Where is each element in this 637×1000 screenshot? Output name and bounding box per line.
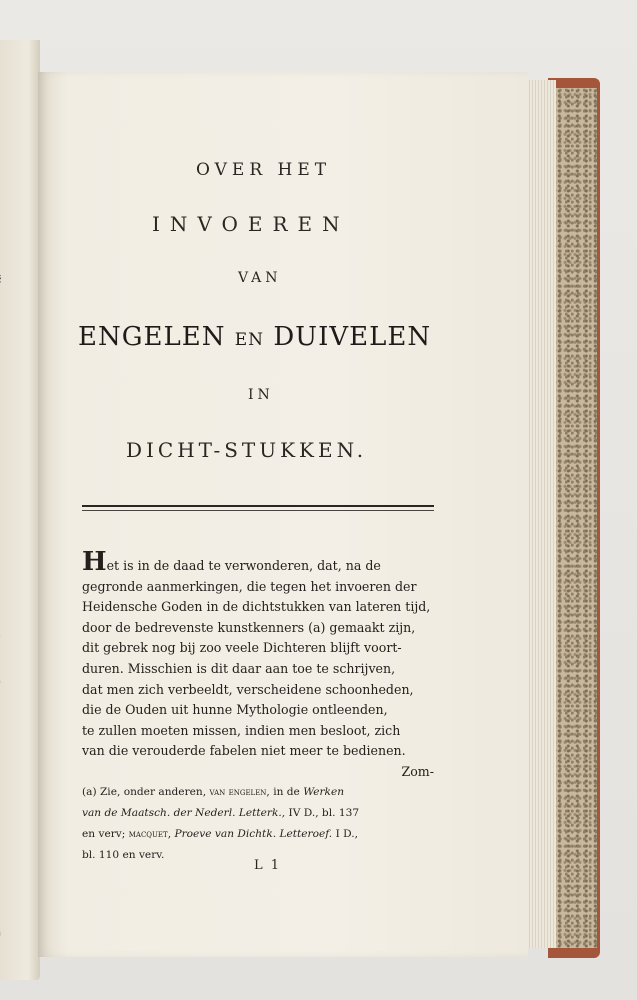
left-page-fragment <box>0 570 2 617</box>
footnote-author: van engelen, <box>209 786 270 798</box>
left-page-fragment <box>0 240 2 290</box>
left-page-fragment <box>0 480 1 521</box>
footnote-author: macquet, <box>128 828 172 840</box>
title-line-2: INVOEREN <box>152 212 350 236</box>
title-word-en: EN <box>234 330 265 350</box>
body-line: gegronde aanmerkingen, die tegen het invoeren der <box>82 578 417 594</box>
footnote-text: (a) Zie, onder anderen, <box>82 786 207 798</box>
footnote-text: I D., <box>335 828 358 840</box>
signature-mark: L 1 <box>254 858 282 873</box>
body-line-text: et is in de daad te verwonderen, dat, na de <box>106 558 381 573</box>
left-page-fragment <box>0 295 1 328</box>
drop-cap: H <box>82 547 107 577</box>
body-line: die de Ouden uit hunne Mythologie ontleenden, <box>82 702 388 718</box>
left-page-fragment <box>0 908 1 938</box>
page-edges <box>524 80 556 948</box>
left-page-fragment <box>0 430 1 446</box>
title-line-5: IN <box>248 387 274 403</box>
left-page-fragment <box>0 612 1 650</box>
left-page-fragment <box>0 520 1 555</box>
footnote-line <box>82 782 442 803</box>
left-page-fragment <box>0 385 1 414</box>
title-rule <box>82 505 434 507</box>
body-line: door de bedrevenste kunstkenners (a) gemaakt zijn, <box>82 619 416 635</box>
footnote-text: IV D., bl. 137 <box>288 807 360 819</box>
left-page <box>0 40 40 980</box>
title-line-4 <box>78 322 431 352</box>
footnote-line <box>82 803 442 824</box>
body-line: Heidensche Goden in de dichtstukken van lateren tijd, <box>82 599 431 615</box>
body-line: van die verouderde fabelen niet meer te bedienen. <box>82 743 406 759</box>
body-paragraph <box>82 547 434 783</box>
body-line: duren. Misschien is dit daar aan toe te schrijven, <box>82 660 396 676</box>
marbled-edge <box>553 88 597 948</box>
body-line: dit gebrek nog bij zoo veele Dichteren blijft voort- <box>82 640 402 656</box>
footnote-line: bl. 110 en verv. <box>82 849 165 861</box>
title-line-6: DICHT-STUKKEN. <box>126 438 368 462</box>
title-word-duivelen: DUIVELEN <box>273 322 432 352</box>
title-line-3: VAN <box>238 270 282 286</box>
footnote-work: Proeve van Dichtk. Letteroef. <box>174 828 333 840</box>
catchword: Zom- <box>401 763 434 779</box>
footnote-text: en verv; <box>82 828 126 840</box>
body-line: dat men zich verbeeldt, verscheidene schoonheden, <box>82 681 414 697</box>
left-page-fragment <box>0 800 1 840</box>
title-rule-thin <box>82 510 434 511</box>
body-line <box>82 547 434 577</box>
footnote-work: Werken <box>303 786 345 798</box>
title-word-engelen: ENGELEN <box>78 322 226 352</box>
left-page-fragment <box>0 190 1 228</box>
footnote-text: in de <box>273 786 300 798</box>
body-line: te zullen moeten missen, indien men besloot, zich <box>82 722 401 738</box>
left-page-fragment <box>0 665 1 696</box>
left-page-fragment <box>0 752 1 791</box>
title-line-1: OVER HET <box>196 160 332 180</box>
footnote-work: van de Maatsch. der Nederl. Letterk., <box>82 807 286 819</box>
footnote <box>82 782 442 866</box>
left-page-fragment <box>0 335 1 364</box>
footnote-line <box>82 824 442 845</box>
